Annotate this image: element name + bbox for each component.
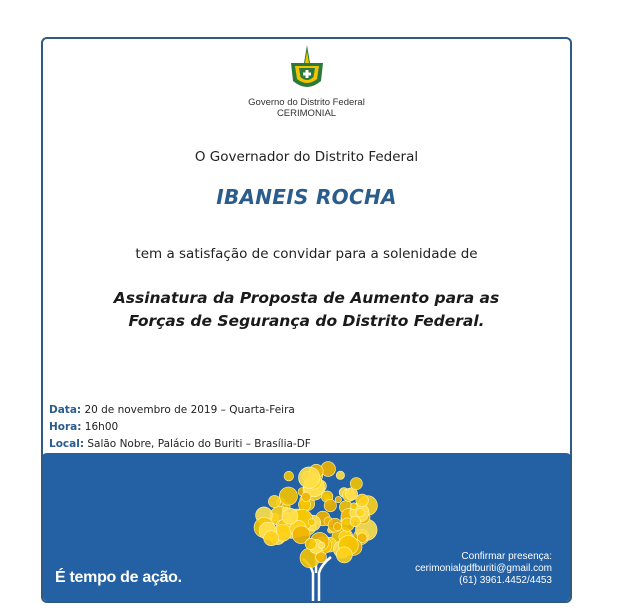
- rsvp-phone: (61) 3961.4452/4453: [459, 575, 552, 586]
- gdf-coat-of-arms-icon: [287, 43, 327, 95]
- rsvp-email: cerimonialgdfburiti@gmail.com: [415, 563, 552, 574]
- dept-name: CERIMONIAL: [276, 108, 337, 119]
- place-label: Local:: [49, 438, 85, 450]
- event-title-line2: Forças de Segurança do Distrito Federal.: [128, 312, 485, 330]
- rsvp-block: [415, 551, 552, 587]
- event-details: [49, 402, 311, 453]
- org-name: Governo do Distrito Federal: [248, 97, 365, 108]
- invite-line: tem a satisfação de convidar para a solenidade de: [135, 246, 478, 262]
- ipe-tree-icon: [241, 453, 391, 603]
- rsvp-label: Confirmar presença:: [461, 551, 552, 562]
- date-row: [49, 402, 311, 419]
- slogan: É tempo de ação.: [55, 569, 182, 586]
- governor-name: IBANEIS ROCHA: [216, 185, 397, 209]
- event-title: [43, 287, 570, 333]
- footer-band: [41, 453, 572, 603]
- intro-line: O Governador do Distrito Federal: [194, 149, 419, 165]
- event-title-line1: Assinatura da Proposta de Aumento para as: [113, 289, 500, 307]
- date-label: Data:: [49, 404, 82, 416]
- date-value: 20 de novembro de 2019 – Quarta-Feira: [81, 404, 295, 416]
- header-logo: [43, 43, 570, 119]
- time-value: 16h00: [81, 421, 119, 433]
- time-row: [49, 419, 311, 436]
- invitation-card: [41, 37, 572, 603]
- time-label: Hora:: [49, 421, 82, 433]
- place-row: [49, 436, 311, 453]
- place-value: Salão Nobre, Palácio do Buriti – Brasília-DF: [84, 438, 311, 450]
